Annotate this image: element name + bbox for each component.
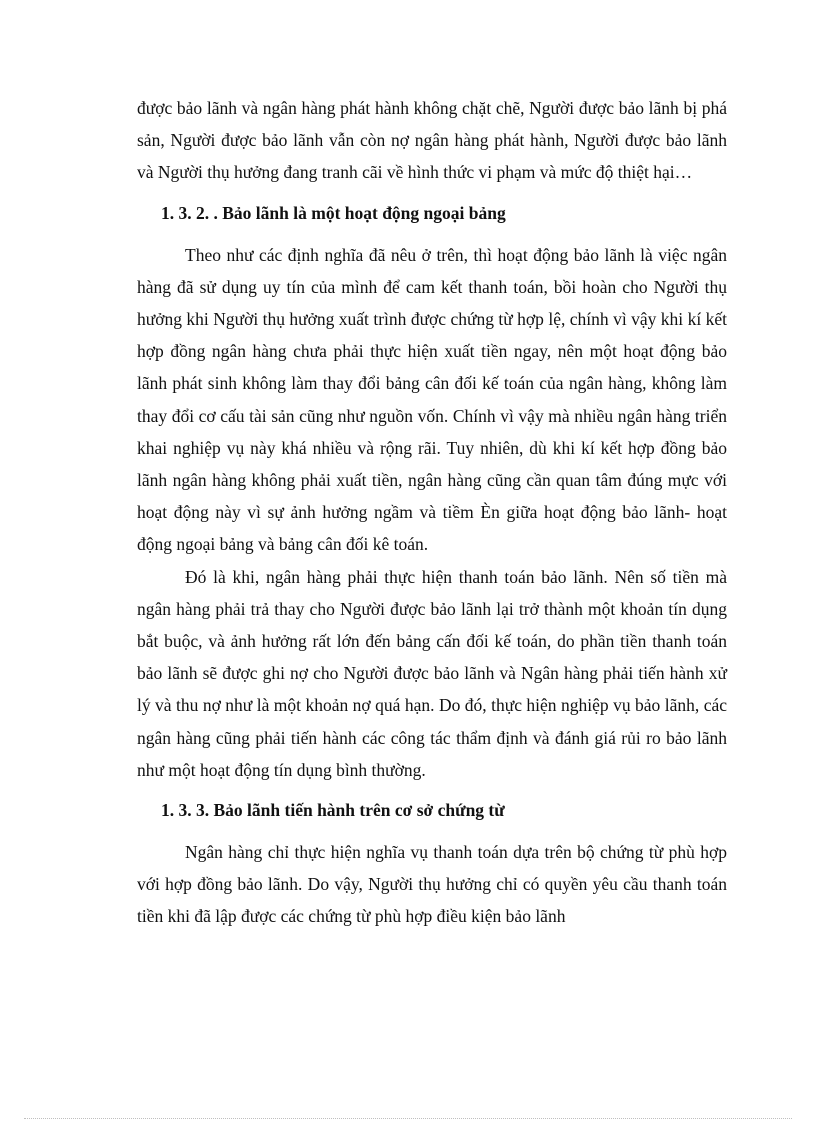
document-page [137,92,727,933]
paragraph-off-balance-sheet: Theo như các định nghĩa đã nêu ở trên, thì hoạt động bảo lãnh là việc ngân hàng đã sử dụng uy tín của mình để cam kết thanh toán, bồi hoàn cho Người thụ hưởng khi Người thụ hưởng xuất trình được chứng từ hợp lệ, chính vì vậy khi kí kết hợp đồng ngân hàng chưa phải thực hiện xuất tiền ngay, nên một hoạt động bảo lãnh phát sinh không làm thay đổi bảng cân đối kế toán của ngân hàng, không làm thay đổi cơ cấu tài sản cũng như nguồn vốn. Chính vì vậy mà nhiều ngân hàng triển khai nghiệp vụ này khá nhiều và rộng rãi. Tuy nhiên, dù khi kí kết hợp đồng bảo lãnh ngân hàng không phải xuất tiền, ngân hàng cũng cần quan tâm đúng mực với hoạt động này vì sự ảnh hưởng ngầm và tiềm Èn giữa hoạt động bảo lãnh- hoạt động ngoại bảng và bảng cân đối kê toán. [137,244,727,555]
page-footer-divider [24,1118,792,1119]
section-heading-1-3-2: 1. 3. 2. . Bảo lãnh là một hoạt động ngoại bảng [161,202,506,223]
section-heading-1-3-3: 1. 3. 3. Bảo lãnh tiến hành trên cơ sở chứng từ [161,800,505,821]
paragraph-guarantee-payment: Đó là khi, ngân hàng phải thực hiện thanh toán bảo lãnh. Nên số tiền mà ngân hàng phải trả thay cho Người được bảo lãnh lại trở thành một khoản tín dụng bắt buộc, và ảnh hưởng rất lớn đến bảng cấn đối kế toán, do phần tiền thanh toán bảo lãnh sẽ được ghi nợ cho Người được bảo lãnh và Ngân hàng phải tiến hành xử lý và thu nợ như là một khoản nợ quá hạn. Do đó, thực hiện nghiệp vụ bảo lãnh, các ngân hàng cũng phải tiến hành các công tác thẩm định và đánh giá rủi ro bảo lãnh như một hoạt động tín dụng bình thường. [137,566,727,780]
paragraph-continuation: được bảo lãnh và ngân hàng phát hành không chặt chẽ, Người được bảo lãnh bị phá sản, Người được bảo lãnh vẫn còn nợ ngân hàng phát hành, Người được bảo lãnh và Người thụ hưởng đang tranh cãi về hình thức vi phạm và mức độ thiệt hại… [137,98,727,183]
paragraph-documents-basis: Ngân hàng chỉ thực hiện nghĩa vụ thanh toán dựa trên bộ chứng từ phù hợp với hợp đồng bảo lãnh. Do vậy, Người thụ hưởng chỉ có quyền yêu cầu thanh toán tiền khi đã lập được các chứng từ phù hợp điều kiện bảo lãnh [137,842,727,927]
